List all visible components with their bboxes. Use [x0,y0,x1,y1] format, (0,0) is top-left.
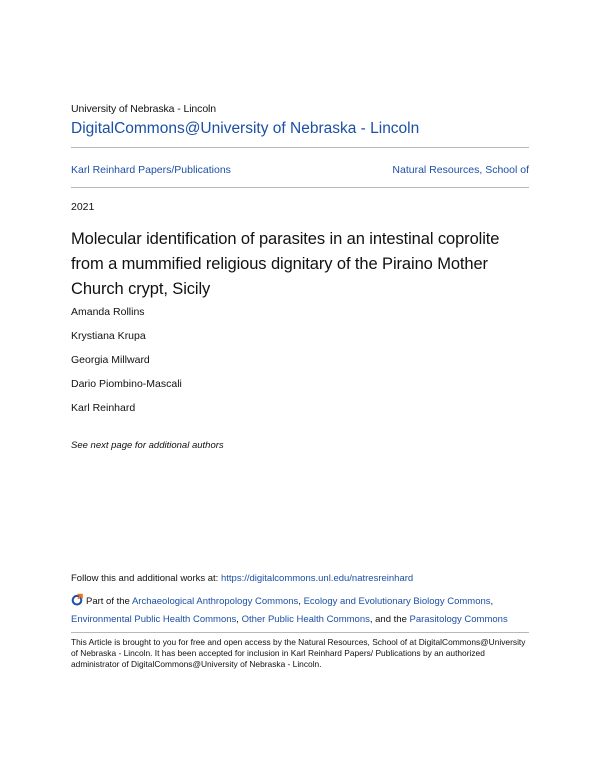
publication-year: 2021 [71,201,95,213]
separator: , [490,596,494,607]
institution-name: University of Nebraska - Lincoln [71,103,217,115]
school-link[interactable]: Natural Resources, School of [392,164,529,176]
commons-link-archaeological-anthropology[interactable]: Archaeological Anthropology Commons [131,596,299,607]
collection-link[interactable]: Karl Reinhard Papers/Publications [71,164,231,176]
article-title: Molecular identification of parasites in an intestinal coprolite from a mummified religious dignitary of the Piraino Mother Church crypt, Sicily [71,230,500,298]
author-name: Amanda Rollins [71,306,145,318]
author-name: Krystiana Krupa [71,330,146,342]
author-name: Dario Piombino-Mascali [71,378,182,390]
follow-prefix: Follow this and additional works at: [71,573,221,584]
repository-link[interactable]: DigitalCommons@University of Nebraska - Lincoln [71,120,420,137]
commons-link-ecology-evolutionary-biology[interactable]: Ecology and Evolutionary Biology Commons [303,596,491,607]
access-notice: This Article is brought to you for free and open access by the Natural Resources, School of at DigitalCommons@University of Nebraska - Lincoln. It has been accepted for inclusion in Karl Reinhard Papers/ Publications by an authorized administrator of DigitalCommons@University of Nebraska - Lincoln. [71,637,526,669]
part-of-prefix: Part of the [86,596,132,607]
commons-link-parasitology[interactable]: Parasitology Commons [409,614,508,625]
series-url-link[interactable]: https://digitalcommons.unl.edu/natresreinhard [220,573,414,584]
see-next-page-note: See next page for additional authors [71,440,224,451]
open-access-icon [71,593,84,606]
header-divider [71,147,529,148]
author-name: Karl Reinhard [71,402,136,414]
commons-link-environmental-public-health[interactable]: Environmental Public Health Commons [71,614,237,625]
separator: , and the [369,614,410,625]
notice-divider [71,632,529,633]
author-list [71,304,182,424]
separator: , [298,596,304,607]
commons-link-other-public-health[interactable]: Other Public Health Commons [241,614,370,625]
separator: , [236,614,242,625]
follow-line [71,573,413,584]
author-name: Georgia Millward [71,354,150,366]
collection-divider [71,187,529,188]
part-of-commons [71,593,529,629]
